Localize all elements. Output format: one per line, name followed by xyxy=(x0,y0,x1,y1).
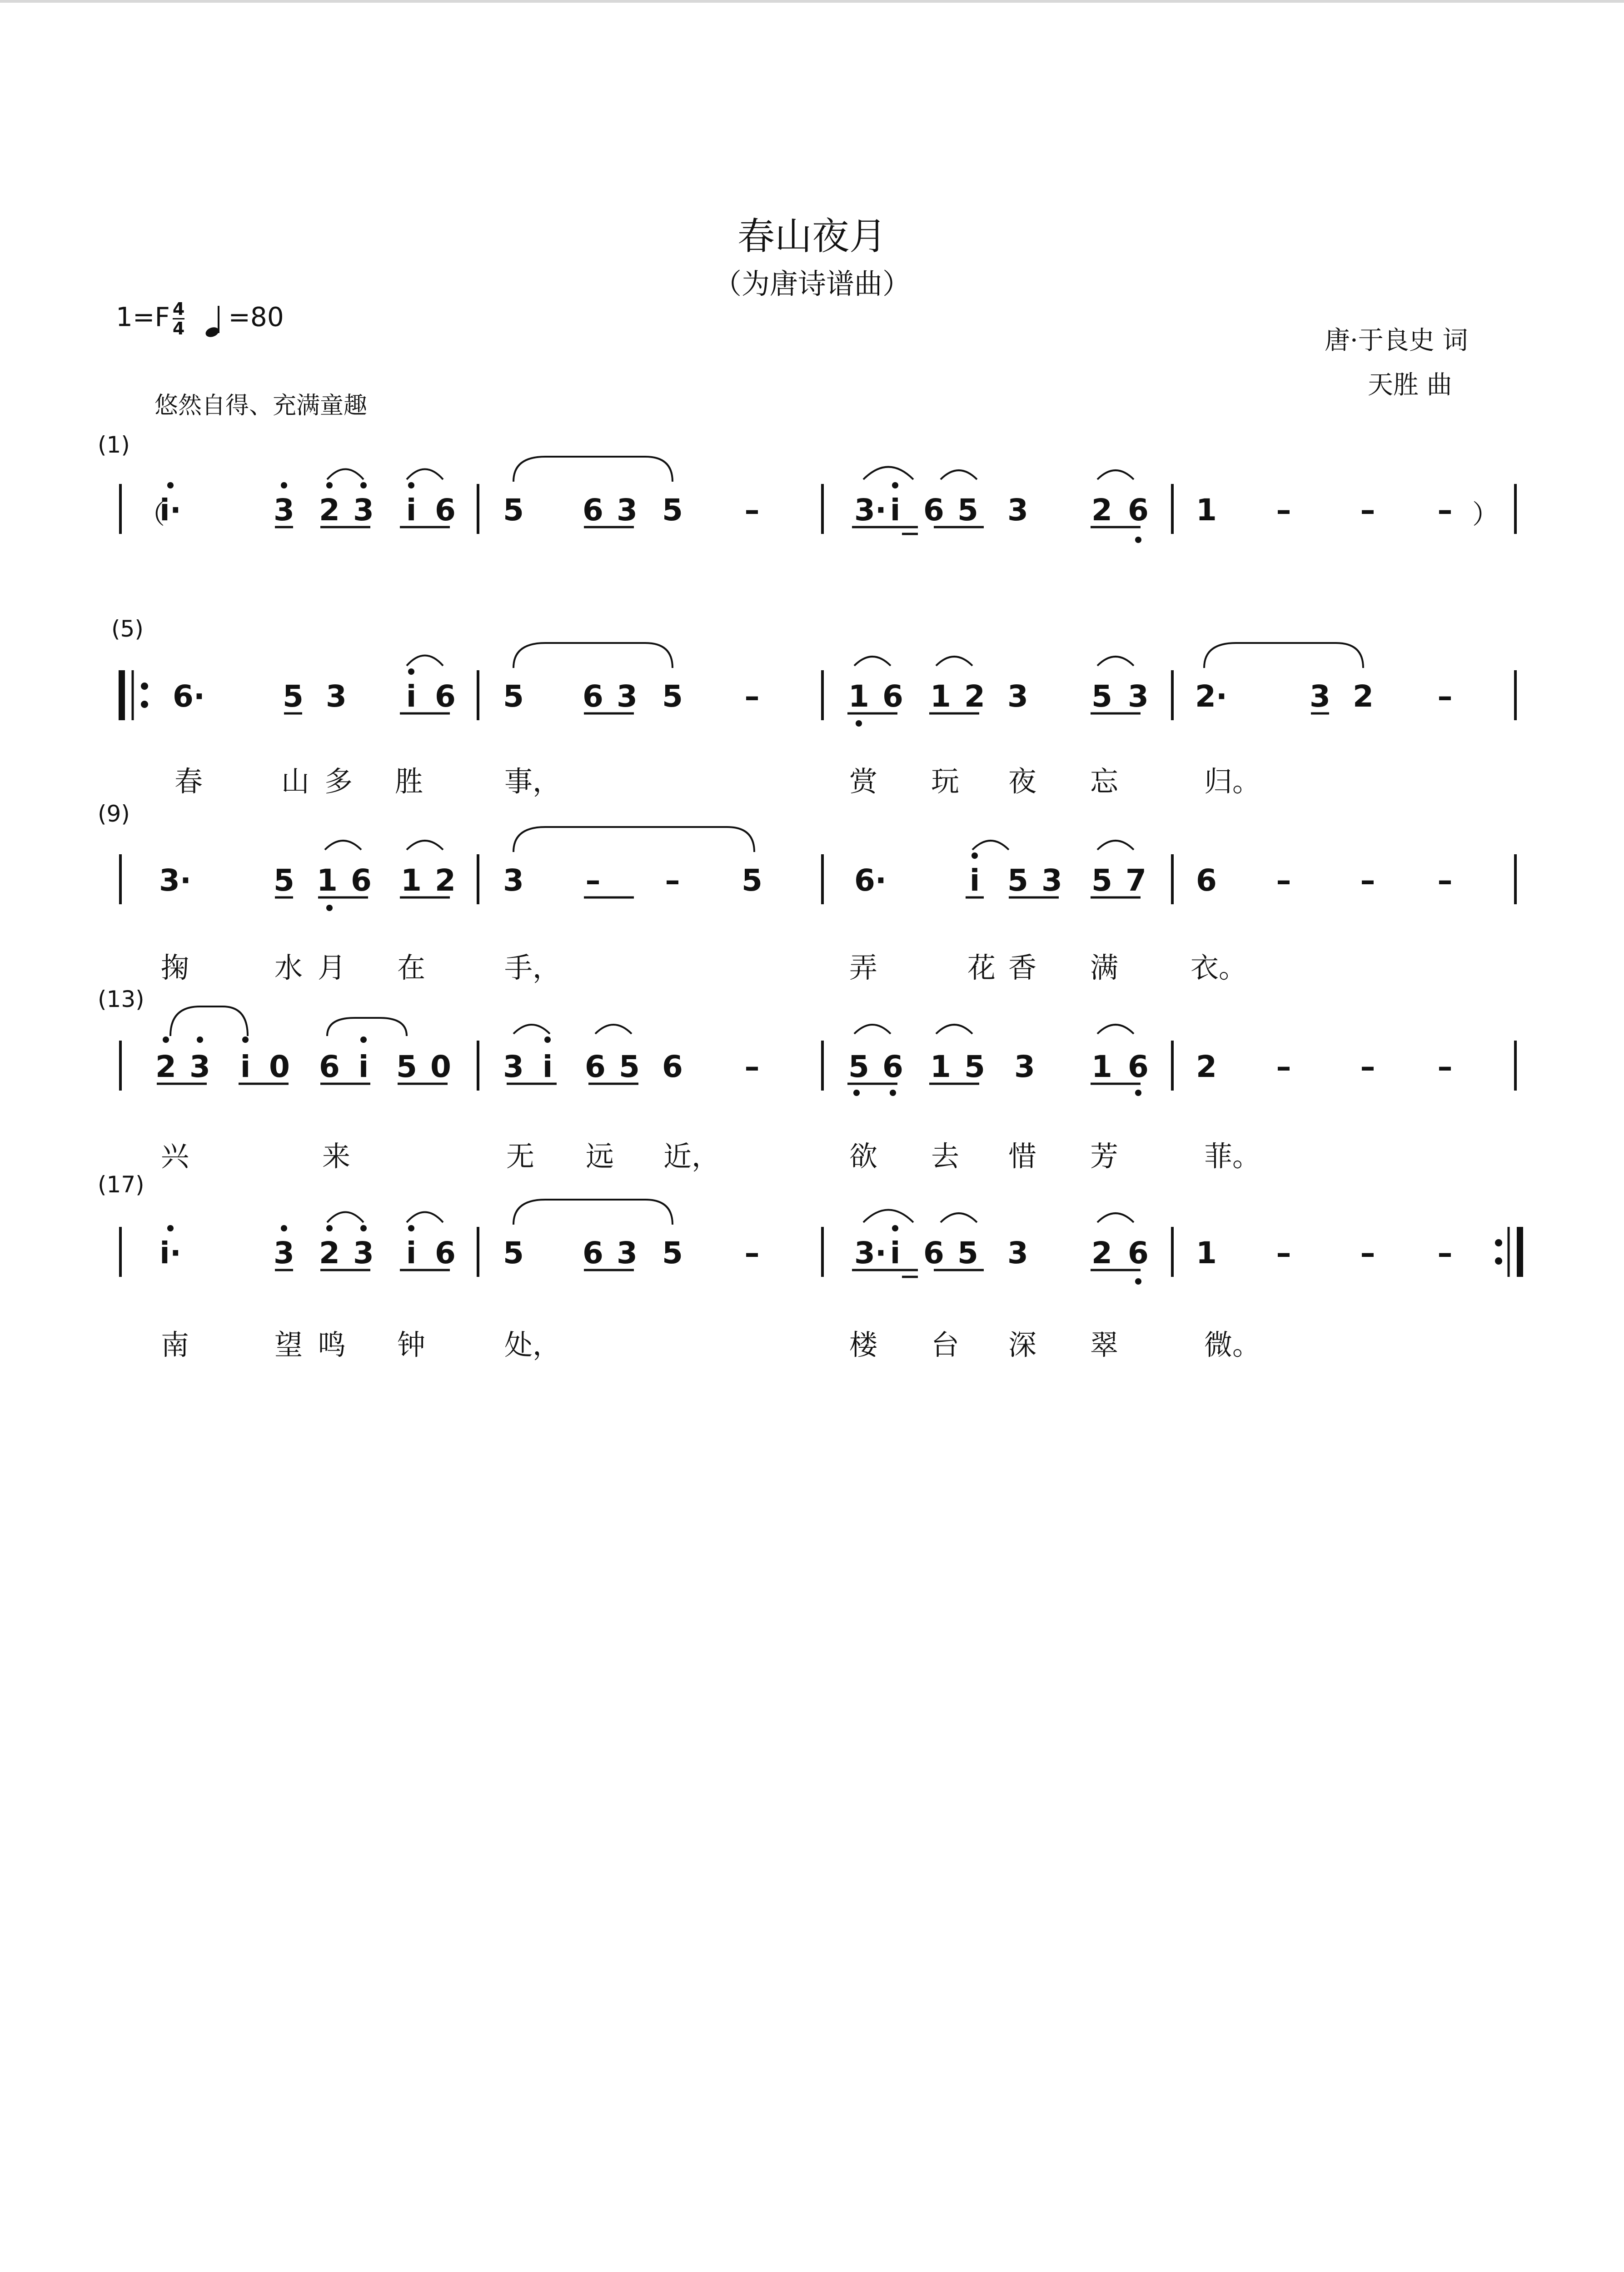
note: – xyxy=(1360,863,1375,898)
note: 6 xyxy=(435,493,456,528)
lyric: 楼 xyxy=(849,1328,877,1361)
note: i xyxy=(406,679,417,714)
lyric: 在 xyxy=(397,951,425,984)
note: 3 xyxy=(1310,679,1330,714)
note: – xyxy=(1360,1236,1375,1271)
note: 3 xyxy=(1007,493,1028,528)
lyric: 忘 xyxy=(1090,765,1118,798)
note: 3 xyxy=(1014,1049,1035,1084)
tempo-marking: =80 xyxy=(228,301,284,333)
note: 5 xyxy=(1007,863,1028,898)
note: 6 xyxy=(882,679,903,714)
note: 3 xyxy=(353,493,374,528)
lyric: 掬 xyxy=(160,951,189,984)
lyric: 花 xyxy=(967,951,996,984)
note: 2 xyxy=(1196,1049,1217,1084)
note: – xyxy=(1437,679,1453,714)
note: 1 xyxy=(1196,1236,1217,1271)
note: 5 xyxy=(1091,863,1112,898)
note: 3 xyxy=(1007,1236,1028,1271)
note: 6 xyxy=(1128,1236,1149,1271)
lyric: 南 xyxy=(160,1328,189,1361)
lyric: 月 xyxy=(317,951,346,984)
lyric: 处， xyxy=(504,1328,561,1361)
note: 3 xyxy=(617,1236,638,1271)
note: 1 xyxy=(848,679,869,714)
note: 6 xyxy=(435,1236,456,1271)
lyric: 钟 xyxy=(397,1328,425,1361)
note: 2 xyxy=(319,1236,340,1271)
note: 6 xyxy=(923,493,944,528)
lyricist-credit: 唐·于良史 词 xyxy=(1325,326,1468,355)
note: 6 xyxy=(435,679,456,714)
note: – xyxy=(1276,493,1291,528)
note: 6 xyxy=(662,1049,683,1084)
note: i· xyxy=(159,1236,181,1271)
lyric: 望 xyxy=(274,1328,303,1361)
note: – xyxy=(1276,1236,1291,1271)
note: 6· xyxy=(173,679,205,714)
lyric: 归。 xyxy=(1204,765,1261,798)
note: 5 xyxy=(662,679,683,714)
lyric: 来 xyxy=(322,1140,350,1173)
note: i xyxy=(890,1236,901,1271)
note: i xyxy=(969,863,980,898)
lyric: 深 xyxy=(1008,1328,1036,1361)
note: 6 xyxy=(583,493,603,528)
lyric: 微。 xyxy=(1204,1328,1261,1361)
lyric: 惜 xyxy=(1008,1140,1036,1173)
measure-number-13: (13) xyxy=(98,986,144,1012)
note: 3 xyxy=(1041,863,1062,898)
lyric: 事， xyxy=(504,765,561,798)
note: 6 xyxy=(923,1236,944,1271)
note: 3 xyxy=(274,493,294,528)
note: 5 xyxy=(619,1049,640,1084)
note: i· xyxy=(159,493,181,528)
note: 5 xyxy=(396,1049,417,1084)
note: 3 xyxy=(617,493,638,528)
note: 3· xyxy=(159,863,191,898)
note: 3· xyxy=(854,493,887,528)
lyric: 多 xyxy=(324,765,353,798)
lyric: 衣。 xyxy=(1191,951,1247,984)
note: 2 xyxy=(1091,493,1112,528)
note: 1 xyxy=(930,1049,951,1084)
note: 3 xyxy=(274,1236,294,1271)
note: 2· xyxy=(1195,679,1227,714)
note: 3 xyxy=(1007,679,1028,714)
note: 5 xyxy=(662,1236,683,1271)
lyric: 翠 xyxy=(1090,1328,1118,1361)
note: 3 xyxy=(326,679,347,714)
lyric: 鸣 xyxy=(317,1328,346,1361)
note: 5 xyxy=(964,1049,985,1084)
measure-number-1: (1) xyxy=(98,432,130,458)
lyric: 远 xyxy=(585,1140,614,1173)
note: 7 xyxy=(1126,863,1146,898)
note: 6 xyxy=(1196,863,1217,898)
note: 2 xyxy=(319,493,340,528)
note: 6 xyxy=(319,1049,340,1084)
note: 5 xyxy=(742,863,762,898)
note: 1 xyxy=(930,679,951,714)
lyric: 弄 xyxy=(849,951,877,984)
note: – xyxy=(585,863,601,898)
note: 2 xyxy=(964,679,985,714)
note: – xyxy=(1360,1049,1375,1084)
song-title: 春山夜月 xyxy=(737,215,887,258)
note: 6 xyxy=(585,1049,606,1084)
note: – xyxy=(665,863,680,898)
note: 5 xyxy=(957,1236,978,1271)
repeat-start-sign xyxy=(122,670,148,720)
lyric: 夜 xyxy=(1008,765,1036,798)
note: i xyxy=(406,493,417,528)
lyric: 赏 xyxy=(849,765,877,798)
repeat-end-sign xyxy=(1495,1227,1520,1277)
note: i xyxy=(358,1049,369,1084)
note: 6 xyxy=(351,863,372,898)
note: 1 xyxy=(1196,493,1217,528)
note: 3 xyxy=(189,1049,210,1084)
note: 5 xyxy=(274,863,294,898)
note: 5 xyxy=(1091,679,1112,714)
note: 3 xyxy=(503,863,524,898)
note: 2 xyxy=(1353,679,1374,714)
lyric: 满 xyxy=(1090,951,1118,984)
note: – xyxy=(1360,493,1375,528)
note: 3 xyxy=(503,1049,524,1084)
lyric: 无 xyxy=(506,1140,534,1173)
note: 1 xyxy=(317,863,338,898)
lyric: 芳 xyxy=(1090,1140,1118,1173)
note: – xyxy=(1437,863,1453,898)
time-numerator: 4 xyxy=(172,299,185,319)
close-parenthesis: ） xyxy=(1472,499,1499,530)
lyric: 兴 xyxy=(160,1140,189,1173)
note: 3· xyxy=(854,1236,887,1271)
composer-credit: 天胜 曲 xyxy=(1368,370,1452,400)
note: 3 xyxy=(353,1236,374,1271)
note: i xyxy=(240,1049,251,1084)
note: 3 xyxy=(617,679,638,714)
note: 1 xyxy=(1091,1049,1112,1084)
note: – xyxy=(1276,863,1291,898)
lyric: 台 xyxy=(931,1328,959,1361)
note: – xyxy=(744,1236,760,1271)
note: – xyxy=(1437,1236,1453,1271)
note: – xyxy=(1437,1049,1453,1084)
slurs xyxy=(170,457,1363,1225)
lyric: 水 xyxy=(274,951,303,984)
octave-dots xyxy=(163,482,1141,1285)
note: – xyxy=(744,493,760,528)
open-parenthesis: （ xyxy=(139,499,165,530)
note: 2 xyxy=(155,1049,176,1084)
note: 5 xyxy=(957,493,978,528)
note: i xyxy=(406,1236,417,1271)
measure-number-9: (9) xyxy=(98,801,130,827)
lyric: 山 xyxy=(281,765,309,798)
lyric: 玩 xyxy=(931,765,959,798)
lyric: 去 xyxy=(931,1140,959,1173)
lyric: 胜 xyxy=(394,765,423,798)
note: 3 xyxy=(1128,679,1149,714)
measure-number-17: (17) xyxy=(98,1171,144,1198)
note: 2 xyxy=(435,863,456,898)
note: 5 xyxy=(662,493,683,528)
note: 6 xyxy=(583,1236,603,1271)
note: 5 xyxy=(848,1049,869,1084)
note: – xyxy=(1276,1049,1291,1084)
note: 6· xyxy=(854,863,887,898)
note: 5 xyxy=(503,679,524,714)
lyric: 菲。 xyxy=(1204,1140,1261,1173)
note: – xyxy=(1437,493,1453,528)
lyric: 手， xyxy=(504,951,561,984)
note: 6 xyxy=(583,679,603,714)
time-denominator: 4 xyxy=(172,319,185,339)
note: 0 xyxy=(430,1049,451,1084)
note: i xyxy=(890,493,901,528)
measure-number-5: (5) xyxy=(111,616,144,642)
note: 0 xyxy=(269,1049,290,1084)
note: 6 xyxy=(882,1049,903,1084)
note: 5 xyxy=(503,493,524,528)
lyric: 欲 xyxy=(849,1140,877,1173)
expression-marking: 悠然自得、充满童趣 xyxy=(154,392,368,419)
note: 2 xyxy=(1091,1236,1112,1271)
lyric: 近， xyxy=(663,1140,720,1173)
note: 6 xyxy=(1128,1049,1149,1084)
note: – xyxy=(744,1049,760,1084)
note: – xyxy=(744,679,760,714)
song-subtitle: （为唐诗谱曲） xyxy=(713,267,911,300)
lyric: 春 xyxy=(174,765,203,798)
note: 5 xyxy=(503,1236,524,1271)
note: 6 xyxy=(1128,493,1149,528)
note: i xyxy=(542,1049,553,1084)
note: 1 xyxy=(401,863,422,898)
note: 5 xyxy=(283,679,304,714)
lyric: 香 xyxy=(1008,951,1036,984)
key-signature: 1=F xyxy=(116,301,170,333)
